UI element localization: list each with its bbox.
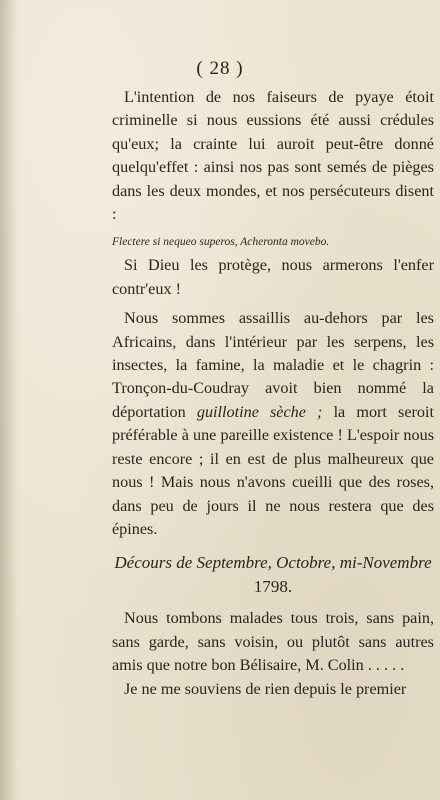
gutter-shadow xyxy=(0,0,18,800)
paragraph-intention: L'intention de nos faiseurs de pyaye étoit criminelle si nous eussions été aussi crédules qu'eux; la crainte lui auroit peut-être donné quelqu'effet : ainsi nos pas sont semés de pièges dans les deux mondes, et nos persécuteurs disent : xyxy=(112,88,434,224)
paragraph-assaillis-end: la mort seroit préférable à une pareille existence ! L'espoir nous reste encore ; il en est de plus malheureux que nous ! Mais nous n'avons cueilli que des roses, dans peu de jours il ne nous restera que des épines. xyxy=(112,402,434,538)
body-text xyxy=(112,86,434,701)
heading-year: 1798. xyxy=(253,577,293,597)
paragraph-assaillis xyxy=(112,307,434,541)
guillotine-seche-phrase: guillotine sèche ; xyxy=(196,402,323,421)
section-heading xyxy=(112,551,434,599)
page-number: ( 28 ) xyxy=(196,58,244,79)
paragraph-dieu: Si Dieu les protège, nous armerons l'enfer contr'eux ! xyxy=(112,256,434,298)
paragraph-assaillis-start: Nous sommes assaillis au-dehors par les Africains, dans l'intérieur par les serpens, les insectes, la famine, la maladie et le chagrin : Tronçon-du-Coudray avoit bien nommé la déportation xyxy=(112,309,434,421)
heading-months: Décours de Septembre, Octobre, mi-Novembre xyxy=(114,553,432,573)
latin-quote: Flectere si nequeo superos, Acheronta movebo. xyxy=(112,236,330,249)
paragraph-malades: Nous tombons malades tous trois, sans pain, sans garde, sans voisin, ou plutôt sans autres amis que notre bon Bélisaire, M. Colin . . . . . xyxy=(112,609,434,675)
paragraph-souviens: Je ne me souviens de rien depuis le premier xyxy=(124,679,407,698)
